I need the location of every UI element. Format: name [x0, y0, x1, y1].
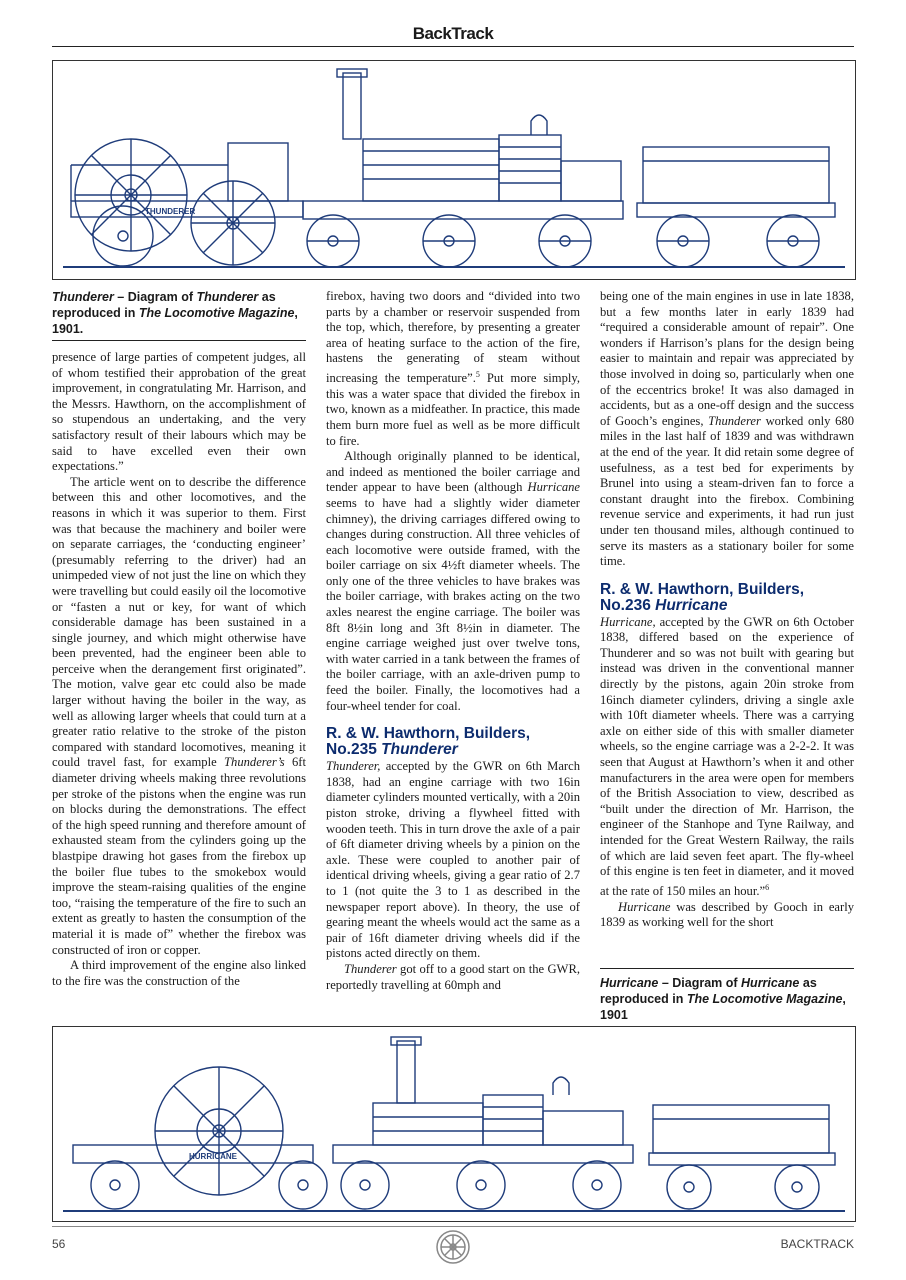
paragraph: Hurricane was described by Gooch in early 1839 as working well for the short	[600, 899, 854, 930]
thunderer-drawing	[53, 61, 855, 279]
section-heading-thunderer: R. & W. Hawthorn, Builders, No.235 Thunderer	[326, 725, 531, 759]
paragraph: Hurricane, accepted by the GWR on 6th October 1838, differed based on the experience of Thunderer and so was not built with gearing but instead was driven in the conventional manner directly by the pistons, again 20in stroke from 16inch diameter cylinders, driving a single axle with 10ft diameter wheels. There was a carrying axle on either side of this with smaller diameter wheels, so the engine carriage was a 2-2-2. It was seen that August at Hawthorn’s when it and other manufacturers in the area were open for members of the British Association to view, described as “built under the direction of Mr. Harrison, the engineer of the Stanhope and Tyne Railway, and intended for the Great Western Railway, the rails of which are laid seven feet apart. The fly-wheel of this engine is ten feet in diameter, and it moved at the rate of 150 miles an hour.”$^6$	[600, 614, 854, 898]
hurricane-nameplate: HURRICANE	[189, 1152, 237, 1161]
thunderer-nameplate: THUNDERER	[145, 207, 196, 216]
paragraph: being one of the main engines in use in late 1838, but a few months later in early 1839 had “required a considerable amount of repair”. One wonders if Harrison’s plans for the design being easier to maintain and repair was appreciated by those involved in doing so, particularly when one of the eccentrics broke! It was also damaged in accidents, but as a one-off design and the success of Gooch’s engines, Thunderer worked only 680 miles in the last half of 1839 and was withdrawn at the end of the year. It did retain some degree of usefulness, as a test bed for experiments by Brunel into using a steam-driven fan to force a constant draught into the firebox. Combining revenue service and experiments, it had run just under ten thousand miles, although continued to serve its masters as a stationary boiler for some time.	[600, 289, 854, 569]
figure1-caption: Thunderer – Diagram of Thunderer as reproduced in The Locomotive Magazine, 1901.	[52, 290, 298, 336]
column-2	[326, 289, 580, 993]
wheel-icon	[435, 1229, 471, 1265]
magazine-logo: BackTrack	[412, 24, 494, 43]
hurricane-drawing	[53, 1027, 855, 1221]
figure2-caption: Hurricane – Diagram of Hurricane as reproduced in The Locomotive Magazine, 1901	[600, 976, 846, 1022]
paragraph: Thunderer, accepted by the GWR on 6th March 1838, had an engine carriage with two 16in diameter cylinders mounted vertically, with a 20in piston stroke, driving a flywheel fitted with wooden teeth. This in turn drove the axle of a pair of 6ft diameter driving wheels by a pinion on the axle. These were coupled to another pair of identical driving wheels, giving a gear ratio of 2.7 to 1 (not quite the 3 to 1 as described in the newspaper report above). In theory, the use of gearing meant the wheels would act the same as a pair of 16ft diameter driving wheels did if the pistons acted directly on them.	[326, 759, 580, 961]
masthead	[52, 22, 854, 47]
page-number: 56	[52, 1237, 66, 1251]
paragraph: The article went on to describe the difference between this and other locomotives, and the reasons in which it was superior to them. First was that because the machinery and boiler were on separate carriages, the ‘conducting engineer’ (presumably referring to the driver) had an unimpeded view of not just the line on which they were travelling but could easily oil the locomotive or “fasten a nut or key, for want of which considerable damage has been sustained in a single journey, and which might otherwise have been prevented, had the engineer been able to perceive when the derangement first originated”. The motion, valve gear etc could also be made larger without having the boiler in the way, as well as allowing larger wheels that could turn at a greater ratio relative to the stroke of the piston compared with standard locomotives, meaning it could travel fast, for example Thunderer’s 6ft diameter driving wheels making three revolutions per stroke of the pistons when the engine was run on blocks during the demonstrations. The effect of the high speed running and therefore amount of exhausted steam from the cylinders going up the blastpipe drawing hot gases from the firebox up the boiler flue tubes to the smokebox would improve the steam-raising qualities of the engine too, “raising the temperature of the fire to such an extent as greatly to hasten the consumption of the material it is made of” whether the firebox was constructed of iron or copper.	[52, 474, 306, 957]
column-1	[52, 350, 306, 989]
paragraph: Thunderer got off to a good start on the GWR, reportedly travelling at 60mph and	[326, 961, 580, 992]
paragraph: firebox, having two doors and “divided into two parts by a chamber or reservoir suspended from the top, which, therefore, by presenting a greater area of heating surface to the action of the fire, hastens the generating of steam without increasing the temperature”.$^5$ Put more simply, this was a water space that divided the firebox in two, known as a midfeather. In practice, this made them burn more fuel as well as be more difficult to fire.	[326, 289, 580, 448]
thunderer-diagram	[52, 60, 856, 280]
paragraph: presence of large parties of competent judges, all of whom testified their approbation of the great improvement, in congratulating Mr. Harrison, and the Messrs. Hawthorn, on the accomplishment of so stupendous an undertaking, and the very satisfactory result of their labours which may be said to have excelled even their own expectations.”	[52, 350, 306, 474]
column-3	[600, 289, 854, 931]
caption-divider	[600, 968, 854, 969]
magazine-name: BACKTRACK	[780, 1237, 854, 1251]
hurricane-diagram	[52, 1026, 856, 1222]
section-heading-hurricane: R. & W. Hawthorn, Builders, No.236 Hurricane	[600, 580, 805, 614]
page-footer	[52, 1226, 854, 1267]
paragraph: A third improvement of the engine also linked to the fire was the construction of the	[52, 958, 306, 988]
paragraph: Although originally planned to be identical, and indeed as mentioned the boiler carriage and tender appear to have been (although Hurricane seems to have had a slightly wider diameter chimney), the driving carriages differed owing to changes during construction. All three vehicles of each locomotive were outside framed, with the boiler carriage on six 4½ft diameter wheels. The only one of the three vehicles to have brakes was the boiler carriage, with brakes acting on the two axles nearest the engine carriage. The boiler was 8ft 8½in long and 3ft 8½in in diameter. The engine carriage weighed just over twelve tons, with water carried in a tank between the frames of the boiler carriage, with an axle-driven pump to feed the boiler. Finally, the locomotives had a four-wheel tender for coal.	[326, 449, 580, 713]
caption-divider	[52, 340, 306, 341]
